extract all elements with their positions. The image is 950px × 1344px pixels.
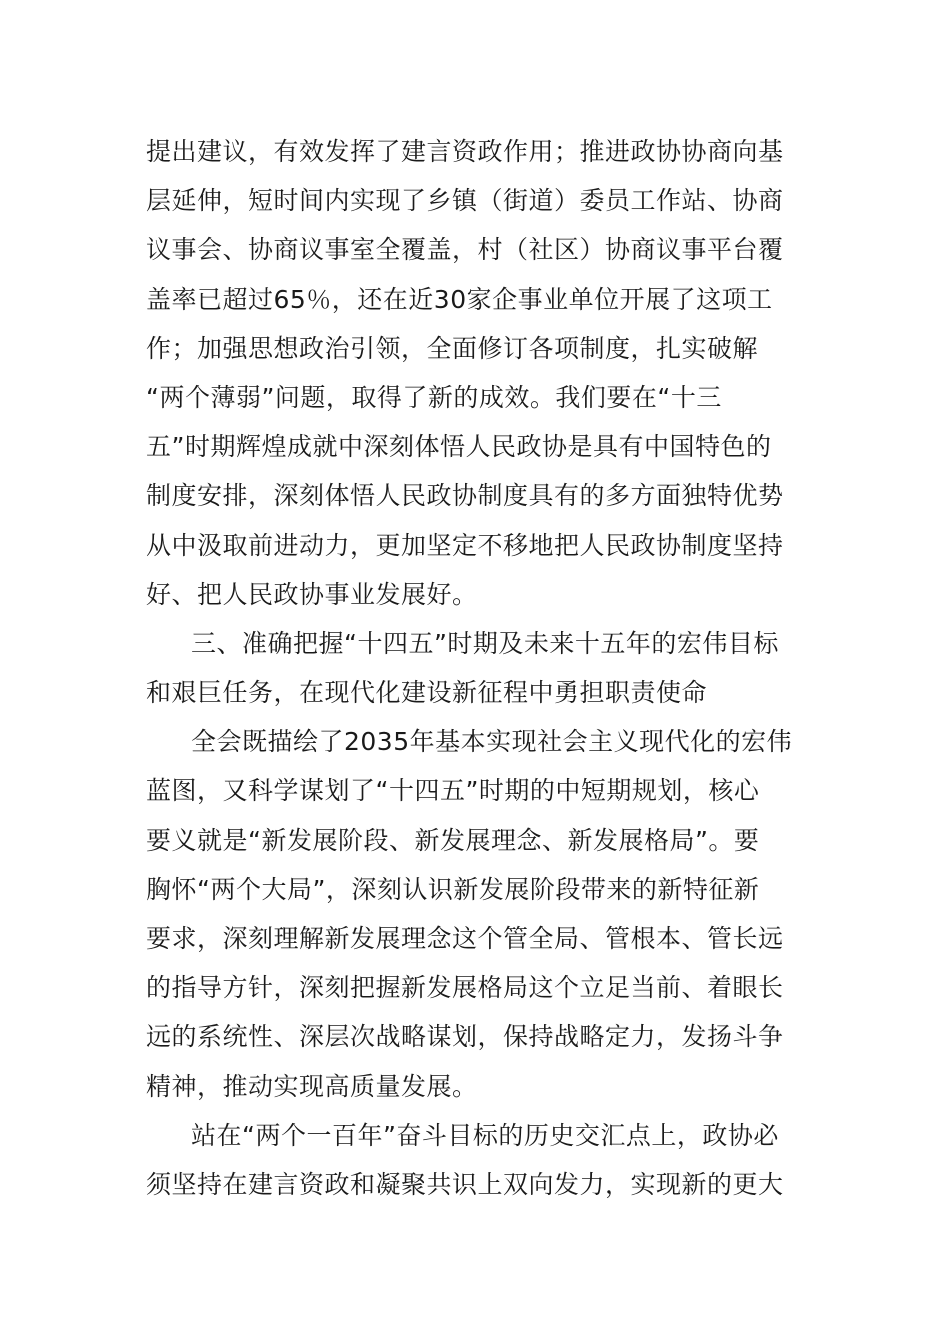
text-line: 胸怀“两个大局”，深刻认识新发展阶段带来的新特征新	[146, 874, 760, 904]
text-line: “两个薄弱”问题，取得了新的成效。我们要在“十三	[146, 382, 722, 412]
text-line: 要求，深刻理解新发展理念这个管全局、管根本、管长远	[146, 924, 784, 953]
text-line: 作；加强思想政治引领，全面修订各项制度，扎实破解	[146, 333, 759, 363]
text-line: 盖率已超过65％，还在近30家企事业单位开展了这项工	[146, 284, 773, 314]
text-line: 须坚持在建言资政和凝聚共识上双向发力，实现新的更大	[146, 1169, 784, 1199]
text-line: 层延伸，短时间内实现了乡镇（街道）委员工作站、协商	[146, 186, 784, 216]
text-line: 蓝图，又科学谋划了“十四五”时期的中短期规划，核心	[146, 776, 760, 806]
text-line: 好、把人民政协事业发展好。	[146, 579, 478, 609]
text-line: 的指导方针，深刻把握新发展格局这个立足当前、着眼长	[146, 973, 784, 1003]
text-line: 议事会、协商议事室全覆盖，村（社区）协商议事平台覆	[146, 235, 784, 265]
text-line: 要义就是“新发展阶段、新发展理念、新发展格局”。要	[146, 825, 760, 855]
paragraph-achievements	[146, 127, 816, 619]
text-line: 五”时期辉煌成就中深刻体悟人民政协是具有中国特色的	[146, 432, 772, 462]
text-line: 精神，推动实现高质量发展。	[146, 1071, 478, 1101]
paragraph-two-centenary	[146, 1111, 816, 1209]
document-body	[146, 127, 816, 1209]
text-line: 提出建议，有效发挥了建言资政作用；推进政协协商向基	[146, 137, 784, 166]
heading-line: 三、准确把握“十四五”时期及未来十五年的宏伟目标	[191, 628, 779, 658]
text-line: 远的系统性、深层次战略谋划，保持战略定力，发扬斗争	[146, 1022, 784, 1052]
text-line: 站在“两个一百年”奋斗目标的历史交汇点上，政协必	[191, 1120, 779, 1150]
section-heading-three	[146, 619, 816, 717]
paragraph-blueprint	[146, 717, 816, 1111]
text-line: 制度安排，深刻体悟人民政协制度具有的多方面独特优势	[146, 481, 784, 511]
text-line: 全会既描绘了2035年基本实现社会主义现代化的宏伟	[191, 727, 793, 757]
heading-line: 和艰巨任务，在现代化建设新征程中勇担职责使命	[146, 678, 708, 708]
text-line: 从中汲取前进动力，更加坚定不移地把人民政协制度坚持	[146, 530, 784, 560]
